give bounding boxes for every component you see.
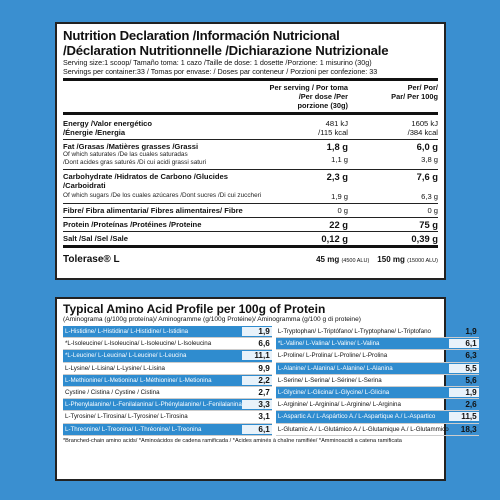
protein-label: Protein /Proteínas /Protéines /Proteine xyxy=(63,220,202,229)
amino-value: 11,5 xyxy=(449,412,479,421)
amino-value: 1,9 xyxy=(242,327,272,336)
amino-right-column xyxy=(276,326,479,436)
protein-serving: 22 g xyxy=(329,219,348,230)
sat-serving: 1,1 g xyxy=(331,155,348,164)
tolerase-label: Tolerase® L xyxy=(63,254,120,265)
amino-name: L-Methionine/ L-Metionina/ L-Méthionine/ L-Metionina xyxy=(65,376,212,384)
amino-name: L-Phenylalanine/ L-Fenilalanina/ L-Phénylalanine/ L-Fenilalanina xyxy=(65,401,242,409)
amino-value: 2,6 xyxy=(465,400,477,410)
servings-per-container: Servings per container:33 / Tomas por envase: / Doses par conteneur / Porzioni per confezione: 33 xyxy=(63,67,378,76)
amino-value: 11,1 xyxy=(242,351,272,360)
amino-name: L-Glycine/ L-Glicina/ L-Glycine/ L-Glicina xyxy=(277,389,390,397)
amino-row xyxy=(63,411,272,423)
tolerase-100-alu: (15000 ALU) xyxy=(407,258,438,264)
carb-serving: 2,3 g xyxy=(326,171,348,182)
nutrition-panel xyxy=(55,22,446,280)
protein-100: 75 g xyxy=(419,219,438,230)
nutrition-title-2: /Déclaration Nutritionnelle /Dichiarazione Nutrizionale xyxy=(63,43,389,58)
amino-name: L-Arginine/ L-Arginina/ L-Arginine/ L-Arginina xyxy=(277,401,401,409)
carb-100: 7,6 g xyxy=(416,171,438,182)
amino-name: L-Tyrosine/ L-Tirosina/ L-Tyrosine/ L-Tirosina xyxy=(65,413,188,421)
nutrition-title: Nutrition Declaration /Información Nutricional xyxy=(63,28,340,43)
energy-label: Energy /Valor energético xyxy=(63,119,153,128)
amino-row xyxy=(63,363,272,375)
fat-100: 6,0 g xyxy=(416,141,438,152)
serving-size: Serving size:1 scoop/ Tamaño toma: 1 cazo /Taille de dose: 1 dosette /Porzione: 1 misurino (30g) xyxy=(63,58,372,67)
amino-value: 9,9 xyxy=(258,363,270,373)
amino-panel xyxy=(55,297,477,481)
amino-value: 3,1 xyxy=(258,412,270,422)
amino-name: L-Tryptophan/ L-Triptófano/ L-Tryptophane/ L-Triptofano xyxy=(277,328,431,336)
amino-name: *L-Valine/ L-Valina/ L-Valine/ L-Valina xyxy=(277,340,380,348)
amino-name: L-Alanine/ L-Alanina/ L-Alanine/ L-Alanina xyxy=(277,364,393,372)
energy-kcal-100: /384 kcal xyxy=(407,128,438,137)
amino-row xyxy=(276,363,479,375)
amino-name: L-Aspartic A./ L-Aspártico A./ L-Aspartique A./ L-Aspartico xyxy=(277,413,436,421)
amino-name: L-Lysine/ L-Lisina/ L-Lysine/ L-Lisina xyxy=(65,364,165,372)
amino-value: 5,6 xyxy=(465,375,477,385)
fat-row xyxy=(63,140,438,170)
amino-value: 3,3 xyxy=(242,400,272,409)
sugar-label: Of which sugars /De los cuales azúcares /Dont sucres /Di cui zuccheri xyxy=(63,192,262,199)
amino-name: Cystine / Cistina / Cystine / Cistina xyxy=(65,389,160,397)
hdr-per100: Per/ Por/ xyxy=(407,83,438,92)
amino-value: 2,7 xyxy=(258,388,270,398)
energy-kj-100: 1605 kJ xyxy=(411,119,438,128)
amino-value: 18,3 xyxy=(460,424,477,434)
amino-row xyxy=(276,424,479,436)
amino-subtitle: (Aminograma (g/100g proteína)/ Aminogramme (g/100g Protéine)/ Aminogramma (g/100 g di proteine) xyxy=(63,316,361,323)
sat-label: Of which saturates /De las cuales saturadas xyxy=(63,151,188,158)
fibre-serving: 0 g xyxy=(337,206,348,215)
amino-name: L-Serine/ L-Serina/ L-Sérine/ L-Serina xyxy=(277,376,382,384)
fibre-label: Fibre/ Fibra alimentaria/ Fibres alimentaires/ Fibre xyxy=(63,206,243,215)
salt-row xyxy=(63,232,438,248)
amino-row xyxy=(63,375,272,387)
salt-label: Salt /Sal /Sel /Sale xyxy=(63,234,129,243)
hdr-per100-2: Par/ Per 100g xyxy=(391,92,438,101)
energy-label-2: /Énergie /Energia xyxy=(63,128,126,137)
amino-value: 2,2 xyxy=(242,376,272,385)
energy-kj-serving: 481 kJ xyxy=(325,119,348,128)
salt-serving: 0,12 g xyxy=(321,233,348,244)
amino-row xyxy=(276,350,479,362)
amino-title: Typical Amino Acid Profile per 100g of Protein xyxy=(63,302,326,316)
amino-name: *L-Leucine/ L-Leucina/ L-Leucine/ L-Leucina xyxy=(65,352,187,360)
divider xyxy=(63,112,438,115)
amino-row xyxy=(276,338,479,350)
protein-row xyxy=(63,218,438,232)
energy-row xyxy=(63,117,438,140)
sat-label-2: /Dont acides gras saturés /Di cui acidi grassi saturi xyxy=(63,159,207,166)
amino-name: L-Proline/ L-Prolina/ L-Proline/ L-Prolina xyxy=(277,352,388,360)
amino-value: 6,3 xyxy=(465,351,477,361)
sugar-serving: 1,9 g xyxy=(331,192,348,201)
amino-left-column xyxy=(63,326,272,436)
fat-serving: 1,8 g xyxy=(326,141,348,152)
amino-row xyxy=(276,326,479,338)
amino-row xyxy=(63,350,272,362)
amino-value: 1,9 xyxy=(449,388,479,397)
tolerase-100: 150 mg xyxy=(377,255,405,264)
fibre-row xyxy=(63,204,438,218)
column-headers xyxy=(63,83,438,110)
amino-name: L-Threonine/ L-Treonina/ L-Thréonine/ L-Treonina xyxy=(65,425,202,433)
amino-name: L-Glutamic A./ L-Glutámico A./ L-Glutamique A./ L-Glutammico xyxy=(277,425,449,433)
carb-label: Carbohydrate /Hidratos de Carbono /Glucides /Carboidrati xyxy=(63,172,228,190)
amino-footnote: *Branched-chain amino acids/ *Aminoácidos de cadena ramificada / *Acides aminés à chaîne ramifiée/ *Amminoacidi a catena ramificata xyxy=(63,437,402,444)
sat-100: 3,8 g xyxy=(421,155,438,164)
salt-100: 0,39 g xyxy=(411,233,438,244)
hdr-per-serving-2: /Per dose /Per porzione (30g) xyxy=(297,92,348,110)
amino-row xyxy=(276,399,479,411)
amino-value: 6,1 xyxy=(242,425,272,434)
fibre-100: 0 g xyxy=(427,206,438,215)
amino-row xyxy=(63,399,272,411)
amino-row xyxy=(276,375,479,387)
sugar-100: 6,3 g xyxy=(421,192,438,201)
amino-name: L-Histidine/ L-Histidina/ L-Histidine/ L-Istidina xyxy=(65,328,189,336)
amino-value: 6,6 xyxy=(258,339,270,349)
amino-row xyxy=(276,387,479,399)
amino-row xyxy=(63,338,272,350)
hdr-per-serving: Per serving / Por toma xyxy=(269,83,348,92)
amino-name: *L-Isoleucine/ L-Isoleucina/ L-Isoleucine/ L-Isoleucina xyxy=(65,340,212,348)
divider xyxy=(63,78,438,81)
amino-value: 1,9 xyxy=(465,327,477,337)
amino-row xyxy=(63,424,272,436)
amino-row xyxy=(276,411,479,423)
carb-row xyxy=(63,170,438,204)
amino-row xyxy=(63,326,272,338)
amino-value: 6,1 xyxy=(449,339,479,348)
fat-label: Fat /Grasas /Matières grasses /Grassi xyxy=(63,142,199,151)
amino-row xyxy=(63,387,272,399)
tolerase-row xyxy=(63,254,438,265)
energy-kcal-serving: /115 kcal xyxy=(318,128,348,137)
amino-value: 5,5 xyxy=(449,364,479,373)
tolerase-serving: 45 mg xyxy=(316,255,340,264)
tolerase-serving-alu: (4500 ALU) xyxy=(341,258,370,264)
